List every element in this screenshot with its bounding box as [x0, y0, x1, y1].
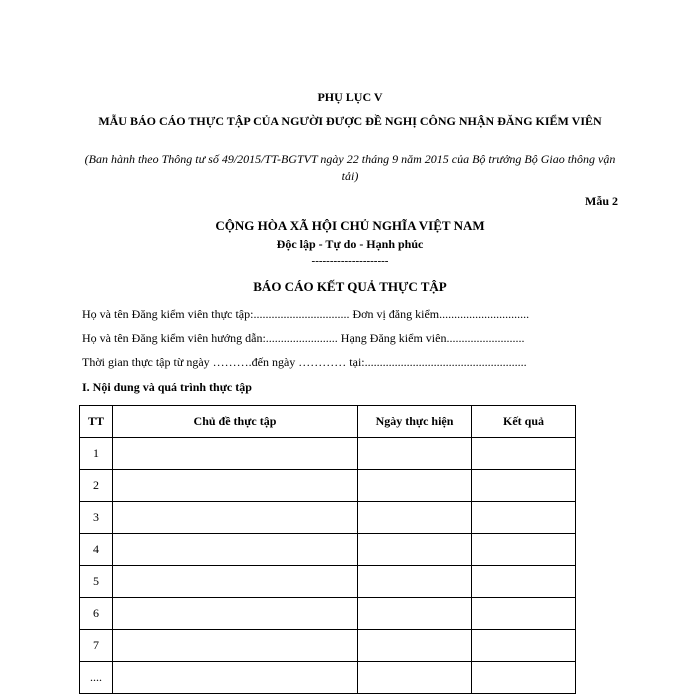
topic-cell	[113, 566, 358, 598]
row-number: ....	[80, 662, 113, 694]
col-header-date: Ngày thực hiện	[358, 406, 472, 438]
national-motto: Độc lập - Tự do - Hạnh phúc	[276, 237, 424, 251]
date-cell	[358, 438, 472, 470]
section-heading: I. Nội dung và quá trình thực tập	[82, 380, 252, 394]
date-cell	[358, 630, 472, 662]
row-number: 6	[80, 598, 113, 630]
result-cell	[472, 566, 576, 598]
topic-cell	[113, 502, 358, 534]
topic-cell	[113, 438, 358, 470]
result-cell	[472, 630, 576, 662]
table-row	[80, 598, 576, 630]
table-row	[80, 534, 576, 566]
row-number: 2	[80, 470, 113, 502]
result-cell	[472, 534, 576, 566]
table-row	[80, 630, 576, 662]
table-row	[80, 566, 576, 598]
table-row	[80, 502, 576, 534]
table-header-row	[80, 406, 576, 438]
republic-name: CỘNG HÒA XÃ HỘI CHỦ NGHĨA VIỆT NAM	[215, 218, 485, 233]
topic-cell	[113, 630, 358, 662]
date-cell	[358, 566, 472, 598]
result-cell	[472, 438, 576, 470]
instructor-name-field: Họ và tên Đăng kiểm viên hướng dẫn:........................ Hạng Đăng kiểm viên..........................	[82, 331, 525, 345]
table-row	[80, 470, 576, 502]
date-cell	[358, 534, 472, 566]
topic-cell	[113, 470, 358, 502]
col-header-result: Kết quả	[472, 406, 576, 438]
date-cell	[358, 662, 472, 694]
col-header-tt: TT	[80, 406, 113, 438]
row-number: 1	[80, 438, 113, 470]
col-header-topic: Chủ đề thực tập	[113, 406, 358, 438]
topic-cell	[113, 662, 358, 694]
result-cell	[472, 470, 576, 502]
date-cell	[358, 502, 472, 534]
date-cell	[358, 598, 472, 630]
row-number: 5	[80, 566, 113, 598]
training-table	[79, 405, 576, 694]
table-row	[80, 438, 576, 470]
form-title: MẪU BÁO CÁO THỰC TẬP CỦA NGƯỜI ĐƯỢC ĐỀ NGHỊ CÔNG NHẬN ĐĂNG KIỂM VIÊN	[98, 114, 602, 128]
trainee-name-field: Họ và tên Đăng kiểm viên thực tập:................................ Đơn vị đăng kiểm..............................	[82, 307, 530, 321]
row-number: 7	[80, 630, 113, 662]
result-cell	[472, 662, 576, 694]
training-period-field: Thời gian thực tập từ ngày ……….đến ngày ………… tại:......................................................	[82, 355, 527, 369]
form-number: Mẫu 2	[585, 194, 618, 208]
result-cell	[472, 502, 576, 534]
table-row	[80, 662, 576, 694]
topic-cell	[113, 534, 358, 566]
motto-separator: ---------------------	[311, 255, 389, 267]
issued-note: (Ban hành theo Thông tư số 49/2015/TT-BGTVT ngày 22 tháng 9 năm 2015 của Bộ trưởng Bộ Giao thông vận tải)	[84, 152, 616, 183]
result-cell	[472, 598, 576, 630]
row-number: 4	[80, 534, 113, 566]
date-cell	[358, 470, 472, 502]
appendix-heading: PHỤ LỤC V	[317, 90, 383, 104]
report-title: BÁO CÁO KẾT QUẢ THỰC TẬP	[253, 279, 447, 294]
row-number: 3	[80, 502, 113, 534]
topic-cell	[113, 598, 358, 630]
